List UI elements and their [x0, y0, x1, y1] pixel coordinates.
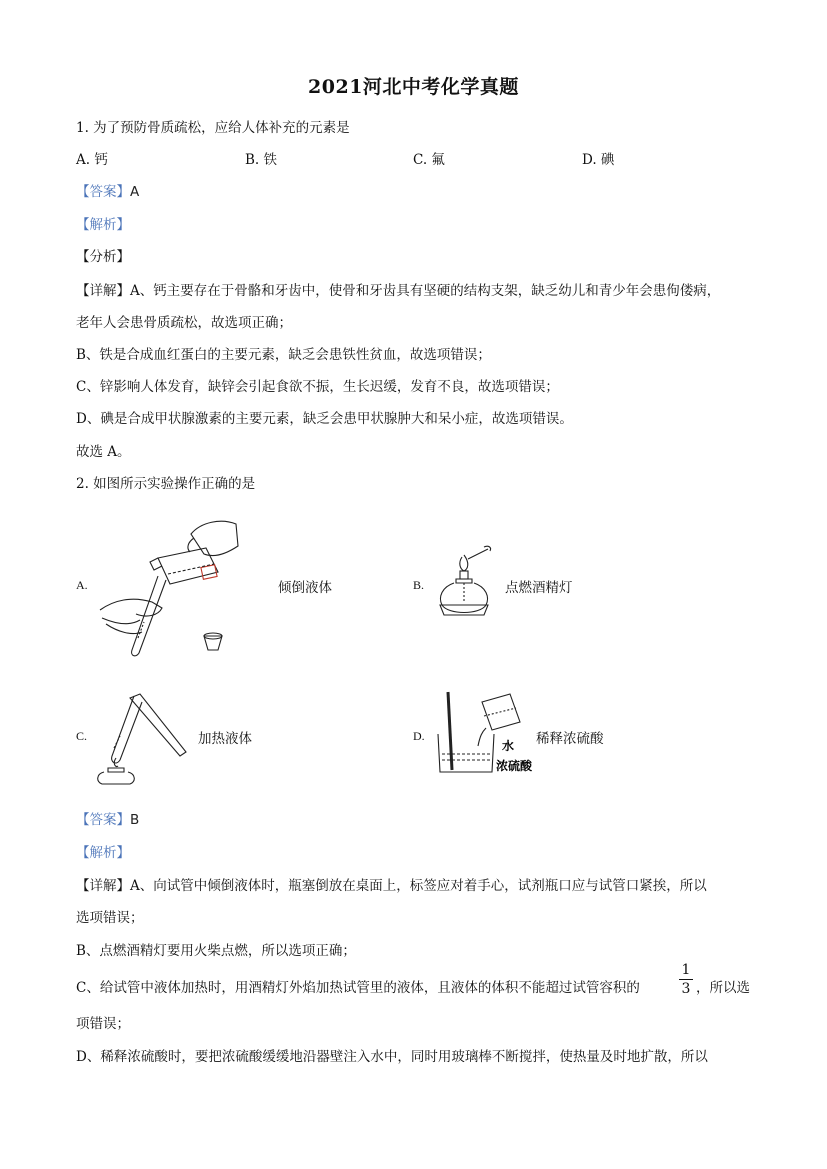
q1-option-b: B. 铁 — [245, 152, 278, 168]
q2-detail-c-tail: ，所以选 — [696, 980, 750, 996]
fig-b-label: B. — [413, 578, 425, 592]
q2-detail-a-line-1: 【详解】A、向试管中倾倒液体时，瓶塞倒放在桌面上，标签应对着手心，试剂瓶口应与试管口紧挨，所以 — [76, 878, 707, 894]
fraction-bar — [679, 979, 693, 980]
q1-detail-c: C、锌影响人体发育，缺锌会引起食欲不振，生长迟缓，发育不良，故选项错误； — [76, 379, 559, 395]
q2-answer — [76, 808, 139, 828]
q2-detail-c-line-2: 项错误； — [76, 1016, 130, 1032]
answer-value: A — [130, 184, 140, 200]
answer-tag: 【答案】 — [76, 184, 130, 200]
q1-option-d: D. 碘 — [582, 152, 615, 168]
fraction-denominator: 3 — [681, 981, 691, 997]
q1-detail-b: B、铁是合成血红蛋白的主要元素，缺乏会患铁性贫血，故选项错误； — [76, 347, 491, 363]
q2-analysis-tag: 【解析】 — [76, 845, 130, 861]
q1-option-c: C. 氟 — [413, 152, 445, 168]
q2-detail-d-line-1: D、稀释浓硫酸时，要把浓硫酸缓缓地沿器壁注入水中，同时用玻璃棒不断搅拌，使热量及时地扩散，所以 — [76, 1049, 708, 1065]
fig-c-caption: 加热液体 — [198, 731, 252, 747]
fig-d-acid-label: 浓硫酸 — [496, 759, 533, 773]
fig-c-label: C. — [76, 729, 88, 743]
q2-stem: 2. 如图所示实验操作正确的是 — [76, 476, 256, 492]
q1-option-a: A. 钙 — [76, 152, 108, 168]
fig-b-caption: 点燃酒精灯 — [505, 580, 573, 596]
q1-conclusion: 故选 A。 — [76, 444, 131, 460]
q2-detail-a-line-2: 选项错误； — [76, 910, 144, 926]
q1-fenxi: 【分析】 — [76, 249, 130, 265]
q1-analysis-tag: 【解析】 — [76, 217, 130, 233]
dilute-acid-illustration — [432, 690, 533, 780]
heat-liquid-illustration — [94, 686, 194, 786]
answer-value: B — [130, 812, 140, 828]
fraction-one-third — [679, 962, 693, 997]
fig-a-label: A. — [76, 578, 88, 592]
q1-stem: 1. 为了预防骨质疏松，应给人体补充的元素是 — [76, 120, 350, 136]
q1-answer — [76, 180, 139, 200]
answer-tag: 【答案】 — [76, 812, 130, 828]
fig-d-water-label: 水 — [502, 739, 515, 753]
page-title: 2021河北中考化学真题 — [308, 76, 519, 98]
fig-d-caption: 稀释浓硫酸 — [536, 731, 604, 747]
fraction-numerator: 1 — [681, 962, 691, 978]
alcohol-lamp-match-illustration — [432, 543, 498, 623]
fig-a-caption: 倾倒液体 — [278, 580, 332, 596]
q1-detail-d: D、碘是合成甲状腺激素的主要元素，缺乏会患甲状腺肿大和呆小症，故选项错误。 — [76, 411, 573, 427]
q2-detail-b: B、点燃酒精灯要用火柴点燃，所以选项正确； — [76, 943, 356, 959]
q1-detail-line-2: 老年人会患骨质疏松，故选项正确； — [76, 315, 292, 331]
fig-d-label: D. — [413, 729, 425, 743]
q2-detail-c-line-1: C、给试管中液体加热时，用酒精灯外焰加热试管里的液体，且液体的体积不能超过试管容积的 — [76, 980, 640, 996]
pour-liquid-illustration — [96, 514, 256, 660]
q1-detail-line-1: 【详解】A、钙主要存在于骨骼和牙齿中，使骨和牙齿具有坚硬的结构支架，缺乏幼儿和青少年会患佝偻病， — [76, 283, 721, 299]
